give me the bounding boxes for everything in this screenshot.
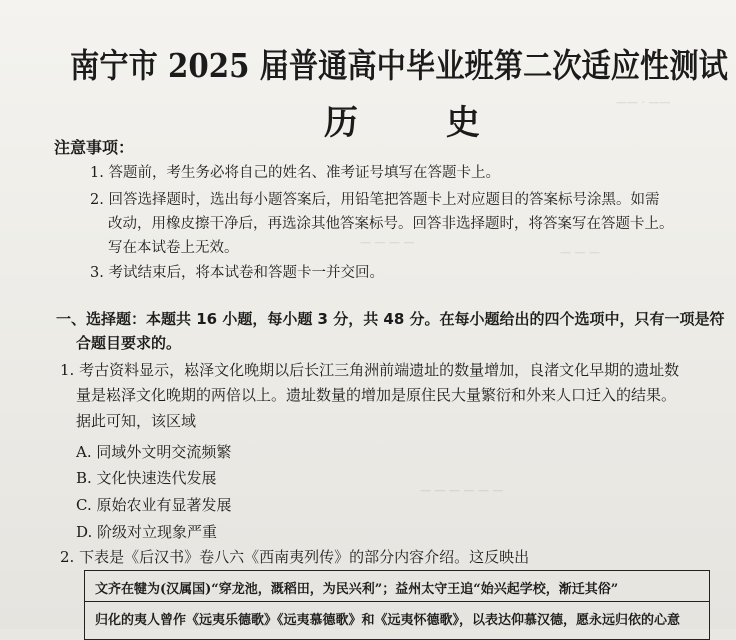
bleed-through-mark: —— · —— — [616, 96, 671, 109]
question-1-line: 据此可知，该区域 — [76, 412, 197, 430]
option-c: C. 原始农业有显著发展 — [76, 496, 232, 514]
note-item: 改动，用橡皮擦干净后，再选涂其他答案标号。回答非选择题时，将答案写在答题卡上。 — [108, 216, 674, 232]
note-item: 1. 答题前，考生务必将自己的姓名、准考证号填写在答题卡上。 — [90, 165, 500, 181]
option-b: B. 文化快速迭代发展 — [76, 469, 217, 487]
option-d: D. 阶级对立现象严重 — [76, 523, 218, 541]
exam-title: 南宁市 2025 届普通高中毕业班第二次适应性测试 — [70, 46, 728, 85]
note-item: 3. 考试结束后，将本试卷和答题卡一并交回。 — [90, 265, 384, 281]
content-table — [84, 570, 710, 640]
bleed-through-mark: — — — — — [360, 236, 415, 249]
note-item: 2. 回答选择题时，选出每小题答案后，用铅笔把答题卡上对应题目的答案标号涂黑。如需 — [90, 192, 660, 208]
section-heading-cont: 合题目要求的。 — [76, 334, 182, 352]
table-row: 文齐在犍为(汉属国)“穿龙池，溉稻田，为民兴利”；益州太守王追“始兴起学校，渐迁其俗” — [95, 582, 619, 597]
note-item: 写在本试卷上无效。 — [108, 240, 239, 256]
table-row: 归化的夷人曾作《远夷乐德歌》《远夷慕德歌》和《远夷怀德歌》，以表达仰慕汉德，愿永远归依的心意 — [95, 613, 681, 628]
bleed-through-mark: — — — — [560, 246, 600, 259]
bleed-through-mark: — — — — — — — [420, 484, 504, 497]
notes-heading: 注意事项： — [54, 138, 135, 157]
question-1-line: 量是崧泽文化晚期的两倍以上。遗址数量的增加是原住民大量繁衍和外来人口迁入的结果。 — [76, 386, 677, 404]
section-heading: 一、选择题：本题共 16 小题，每小题 3 分，共 48 分。在每小题给出的四个选项中，只有一项是符 — [56, 310, 725, 328]
table-divider — [85, 601, 709, 602]
question-2-stem: 2. 下表是《后汉书》卷八六《西南夷列传》的部分内容介绍。这反映出 — [60, 548, 530, 566]
subject-title: 历 史 — [324, 103, 518, 143]
option-a: A. 同域外文明交流频繁 — [76, 443, 232, 461]
question-1-line: 1. 考古资料显示，崧泽文化晚期以后长江三角洲前端遗址的数量增加，良渚文化早期的遗址数 — [60, 361, 680, 379]
